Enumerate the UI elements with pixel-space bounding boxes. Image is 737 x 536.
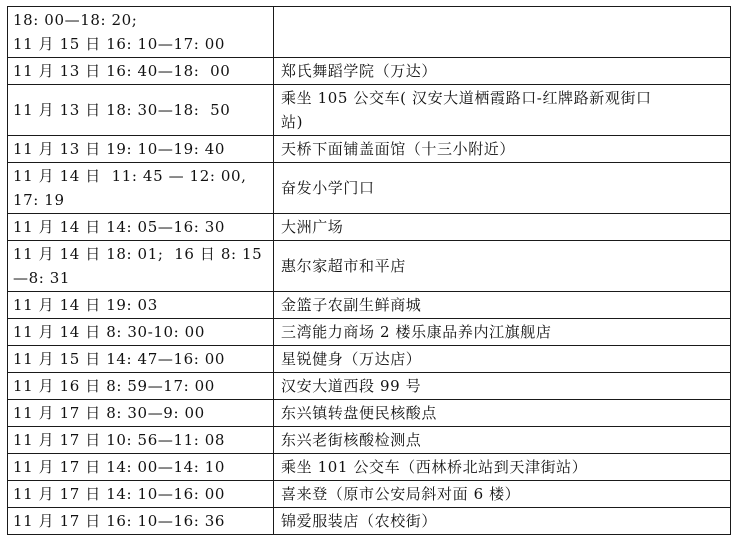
table-row bbox=[8, 85, 731, 136]
table-row bbox=[8, 58, 731, 85]
table-row bbox=[8, 508, 731, 535]
place-text: 汉安大道西段 99 号 bbox=[281, 377, 422, 395]
place-cell bbox=[274, 508, 731, 535]
place-text: 郑氏舞蹈学院（万达） bbox=[281, 62, 438, 80]
table-row bbox=[8, 241, 731, 292]
time-cell bbox=[8, 7, 274, 58]
place-text: 乘坐 101 公交车（西林桥北站到天津街站） bbox=[281, 458, 588, 476]
time-cell bbox=[8, 373, 274, 400]
place-cell bbox=[274, 427, 731, 454]
table-row bbox=[8, 373, 731, 400]
place-text: 三湾能力商场 2 楼乐康品养内江旗舰店 bbox=[281, 323, 552, 341]
time-cell bbox=[8, 454, 274, 481]
time-cell bbox=[8, 346, 274, 373]
place-text: 星锐健身（万达店） bbox=[281, 350, 422, 368]
place-text: 惠尔家超市和平店 bbox=[281, 257, 406, 275]
time-text: 11 月 17 日 14: 00—14: 10 bbox=[13, 458, 226, 476]
table-row bbox=[8, 481, 731, 508]
place-cell bbox=[274, 136, 731, 163]
place-cell bbox=[274, 292, 731, 319]
time-cell bbox=[8, 427, 274, 454]
time-text: 11 月 14 日 8: 30-10: 00 bbox=[13, 323, 205, 341]
place-text: 喜来登（原市公安局斜对面 6 楼） bbox=[281, 485, 521, 503]
time-cell bbox=[8, 481, 274, 508]
place-text: 金篮子农副生鲜商城 bbox=[281, 296, 422, 314]
time-cell bbox=[8, 85, 274, 136]
time-cell bbox=[8, 292, 274, 319]
place-cell bbox=[274, 319, 731, 346]
time-text: 11 月 13 日 16: 40—18: 00 bbox=[13, 62, 231, 80]
time-text: 11 月 13 日 18: 30—18: 50 bbox=[13, 101, 231, 119]
time-cell bbox=[8, 136, 274, 163]
time-cell bbox=[8, 241, 274, 292]
place-text: 乘坐 105 公交车( 汉安大道栖霞路口-红牌路新观街口 站) bbox=[281, 89, 652, 131]
table-row bbox=[8, 163, 731, 214]
time-text: 11 月 17 日 8: 30—9: 00 bbox=[13, 404, 205, 422]
table-row bbox=[8, 427, 731, 454]
time-cell bbox=[8, 58, 274, 85]
time-text: 11 月 14 日 14: 05—16: 30 bbox=[13, 218, 226, 236]
place-cell bbox=[274, 346, 731, 373]
place-cell bbox=[274, 7, 731, 58]
table-row bbox=[8, 292, 731, 319]
place-cell bbox=[274, 454, 731, 481]
time-text: 11 月 13 日 19: 10—19: 40 bbox=[13, 140, 226, 158]
time-text: 11 月 14 日 11: 45 — 12: 00, 17: 19 bbox=[13, 167, 247, 209]
time-text: 11 月 15 日 14: 47—16: 00 bbox=[13, 350, 226, 368]
place-cell bbox=[274, 163, 731, 214]
time-text: 11 月 17 日 14: 10—16: 00 bbox=[13, 485, 226, 503]
place-cell bbox=[274, 85, 731, 136]
table-row bbox=[8, 214, 731, 241]
time-cell bbox=[8, 214, 274, 241]
place-text: 大洲广场 bbox=[281, 218, 344, 236]
place-text: 东兴镇转盘便民核酸点 bbox=[281, 404, 438, 422]
table-row bbox=[8, 7, 731, 58]
place-cell bbox=[274, 481, 731, 508]
time-text: 11 月 17 日 16: 10—16: 36 bbox=[13, 512, 226, 530]
place-cell bbox=[274, 373, 731, 400]
time-text: 11 月 14 日 19: 03 bbox=[13, 296, 158, 314]
table-row bbox=[8, 346, 731, 373]
place-text: 东兴老街核酸检测点 bbox=[281, 431, 422, 449]
table-row bbox=[8, 454, 731, 481]
time-text: 11 月 14 日 18: 01; 16 日 8: 15 —8: 31 bbox=[13, 245, 263, 287]
table-row bbox=[8, 319, 731, 346]
place-cell bbox=[274, 400, 731, 427]
trajectory-table-container bbox=[7, 6, 730, 535]
time-text: 11 月 17 日 10: 56—11: 08 bbox=[13, 431, 226, 449]
time-cell bbox=[8, 163, 274, 214]
place-text: 天桥下面铺盖面馆（十三小附近） bbox=[281, 140, 516, 158]
place-cell bbox=[274, 58, 731, 85]
place-text: 奋发小学门口 bbox=[281, 179, 375, 197]
time-cell bbox=[8, 319, 274, 346]
place-text: 锦爱服装店（农校街） bbox=[281, 512, 438, 530]
time-cell bbox=[8, 400, 274, 427]
place-cell bbox=[274, 214, 731, 241]
time-text: 18: 00—18: 20; 11 月 15 日 16: 10—17: 00 bbox=[13, 11, 226, 53]
table-row bbox=[8, 136, 731, 163]
trajectory-table bbox=[7, 6, 731, 535]
table-row bbox=[8, 400, 731, 427]
place-cell bbox=[274, 241, 731, 292]
time-cell bbox=[8, 508, 274, 535]
time-text: 11 月 16 日 8: 59—17: 00 bbox=[13, 377, 215, 395]
